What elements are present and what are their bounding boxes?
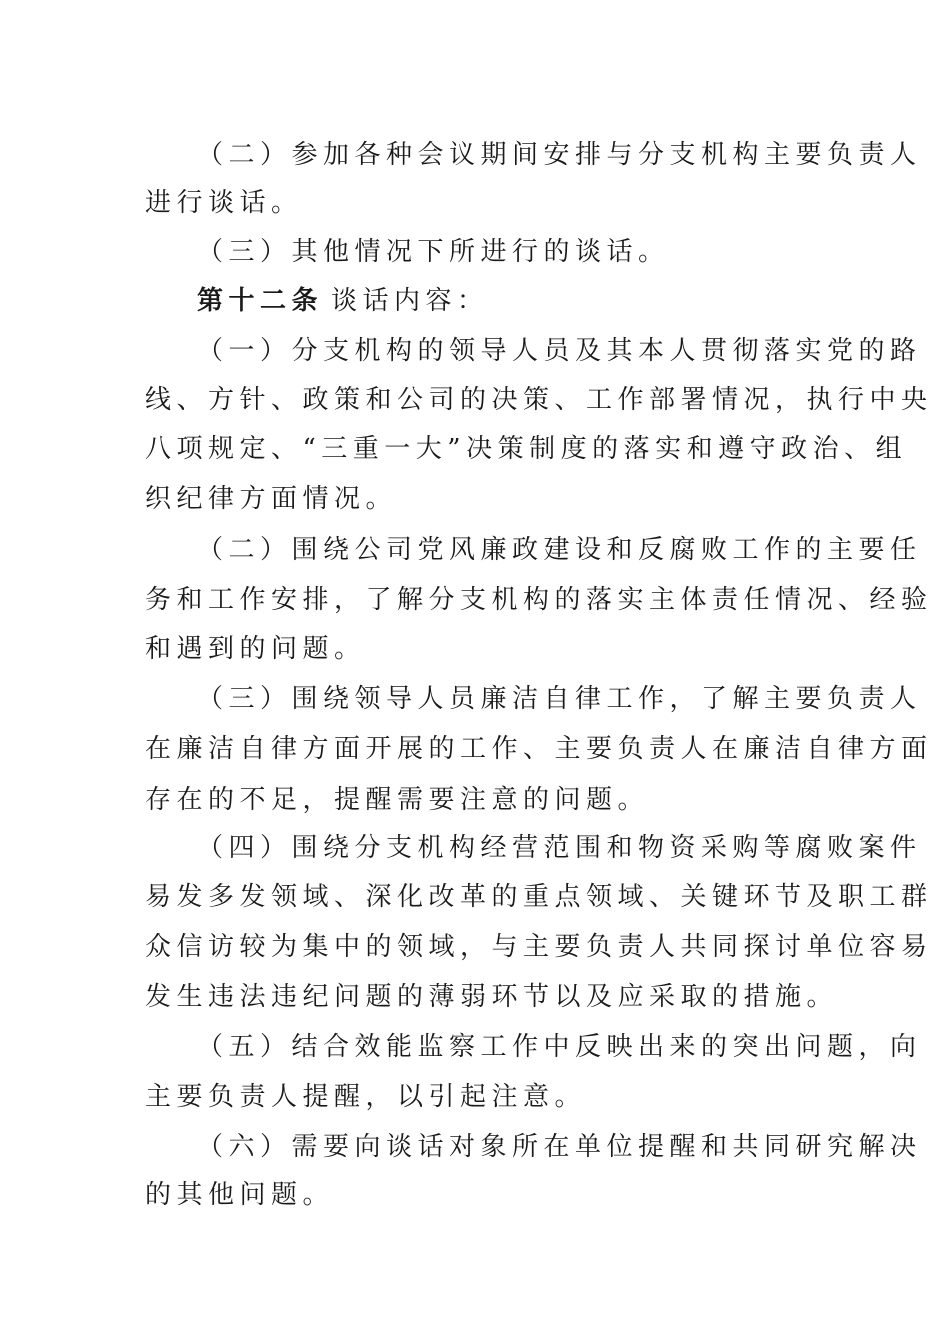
paragraph-line: （二）围绕公司党风廉政建设和反腐败工作的主要任 bbox=[197, 535, 922, 565]
paragraph-line: 务和工作安排，了解分支机构的落实主体责任情况、经验 bbox=[145, 585, 933, 615]
paragraph-line: （五）结合效能监察工作中反映出来的突出问题，向 bbox=[197, 1032, 922, 1062]
paragraph-line: （六）需要向谈话对象所在单位提醒和共同研究解决 bbox=[197, 1132, 922, 1162]
paragraph-line: 存在的不足，提醒需要注意的问题。 bbox=[145, 785, 650, 815]
paragraph-line: （二）参加各种会议期间安排与分支机构主要负责人 bbox=[197, 140, 922, 170]
paragraph-line: 织纪律方面情况。 bbox=[145, 484, 398, 514]
paragraph-line: （四）围绕分支机构经营范围和物资采购等腐败案件 bbox=[197, 833, 922, 863]
paragraph-line: 易发多发领域、深化改革的重点领域、关键环节及职工群 bbox=[145, 882, 933, 912]
paragraph-line: 的其他问题。 bbox=[145, 1180, 335, 1210]
paragraph-line: 发生违法违纪问题的薄弱环节以及应采取的措施。 bbox=[145, 982, 839, 1012]
article-number: 第十二条 bbox=[197, 286, 324, 316]
article-title: 谈话内容： bbox=[331, 286, 489, 316]
paragraph-line: （一）分支机构的领导人员及其本人贯彻落实党的路 bbox=[197, 336, 922, 366]
paragraph-line: 进行谈话。 bbox=[145, 188, 303, 218]
article-heading-line bbox=[197, 286, 940, 316]
paragraph-line: （三）其他情况下所进行的谈话。 bbox=[197, 237, 670, 267]
paragraph-line: 主要负责人提醒，以引起注意。 bbox=[145, 1082, 587, 1112]
paragraph-line: 八项规定、“三重一大”决策制度的落实和遵守政治、组 bbox=[145, 434, 908, 464]
paragraph-line: 在廉洁自律方面开展的工作、主要负责人在廉洁自律方面 bbox=[145, 734, 933, 764]
paragraph-line: 线、方针、政策和公司的决策、工作部署情况，执行中央 bbox=[145, 385, 933, 415]
paragraph-line: 众信访较为集中的领域，与主要负责人共同探讨单位容易 bbox=[145, 932, 933, 962]
paragraph-line: 和遇到的问题。 bbox=[145, 634, 366, 664]
paragraph-line: （三）围绕领导人员廉洁自律工作，了解主要负责人 bbox=[197, 684, 922, 714]
